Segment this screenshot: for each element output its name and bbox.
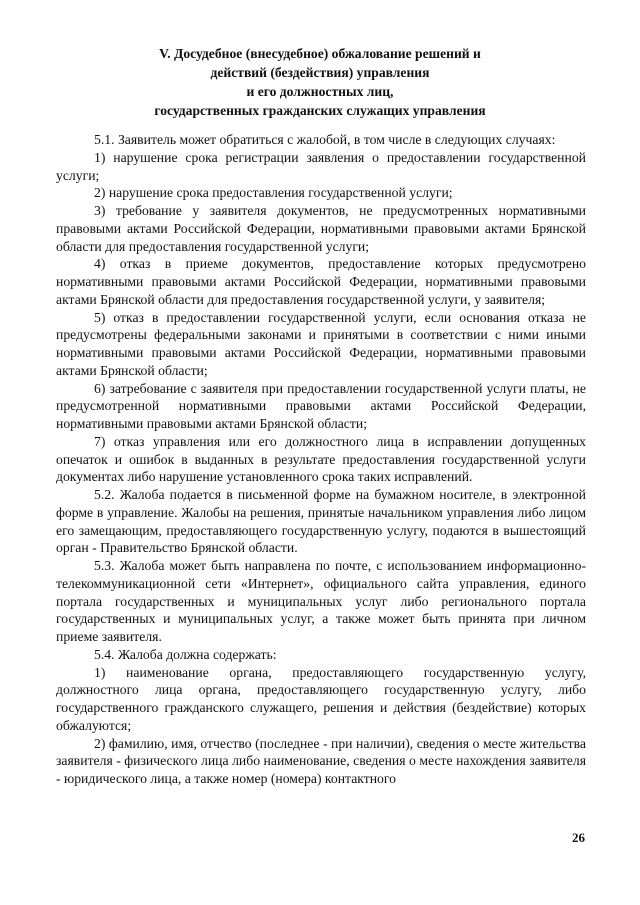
list-item: 2) нарушение срока предоставления государственной услуги; <box>94 185 453 201</box>
list-item: 1) нарушение срока регистрации заявления о предоставлении государственной услуги; <box>56 149 586 183</box>
page-number: 26 <box>572 830 585 845</box>
list-item: 7) отказ управления или его должностного лица в исправлении допущенных опечаток и ошибок в выданных в результате предоставления государственной услуги документах либо нарушение установленного срока таких исправлений. <box>56 433 586 485</box>
paragraph-5-3: 5.3. Жалоба может быть направлена по почте, с использованием информационно-телекоммуникационной сети «Интернет», официального сайта управления, единого портала государственных и муниципальных услуг либо регионального портала государственных и муниципальных услуг, а также может быть принята при личном приеме заявителя. <box>56 558 586 644</box>
list-item: 2) фамилию, имя, отчество (последнее - при наличии), сведения о месте жительства заявителя - физического лица либо наименование, сведения о месте нахождения заявителя - юридического лица, а также номер (номера) контактного <box>56 735 586 786</box>
paragraph-5-1: 5.1. Заявитель может обратиться с жалобой, в том числе в следующих случаях: <box>94 132 556 147</box>
heading-line: V. Досудебное (внесудебное) обжалование решений и <box>159 46 481 61</box>
heading-line: государственных гражданских служащих управления <box>154 103 486 118</box>
document-body <box>56 131 586 788</box>
list-item: 5) отказ в предоставлении государственной услуги, если основания отказа не предусмотрены федеральными законами и принятыми в соответствии с ними иными нормативными правовыми актами Российской Федерации, нормативными правовыми актами Брянской области; <box>56 309 586 378</box>
list-item: 1) наименование органа, предоставляющего государственную услугу, должностного лица органа, предоставляющего государственную услугу, либо государственного гражданского служащего, решения и действия (бездействие) которых обжалуются; <box>56 664 586 733</box>
list-item: 6) затребование с заявителя при предоставлении государственной услуги платы, не предусмотренной нормативными правовыми актами Российской Федерации, нормативными правовыми актами Брянской области; <box>56 380 586 431</box>
paragraph-5-2: 5.2. Жалоба подается в письменной форме на бумажном носителе, в электронной форме в управление. Жалобы на решения, принятые начальником управления либо лицом его замещающим, предоставляющего государственную услугу, подаются в вышестоящий орган - Правительство Брянской области. <box>56 487 586 556</box>
heading-line: и его должностных лиц, <box>246 84 394 99</box>
list-item: 3) требование у заявителя документов, не предусмотренных нормативными правовыми актами Российской Федерации, нормативными правовыми актами Брянской области для предоставления государственной услуги; <box>56 203 586 254</box>
section-heading <box>56 44 584 120</box>
list-item: 4) отказ в приеме документов, предоставление которых предусмотрено нормативными правовыми актами Российской Федерации, нормативными правовыми актами Брянской области для предоставления государственной услуги, у заявителя; <box>56 256 586 307</box>
paragraph-5-4: 5.4. Жалоба должна содержать: <box>94 646 277 662</box>
heading-line: действий (бездействия) управления <box>210 65 430 80</box>
